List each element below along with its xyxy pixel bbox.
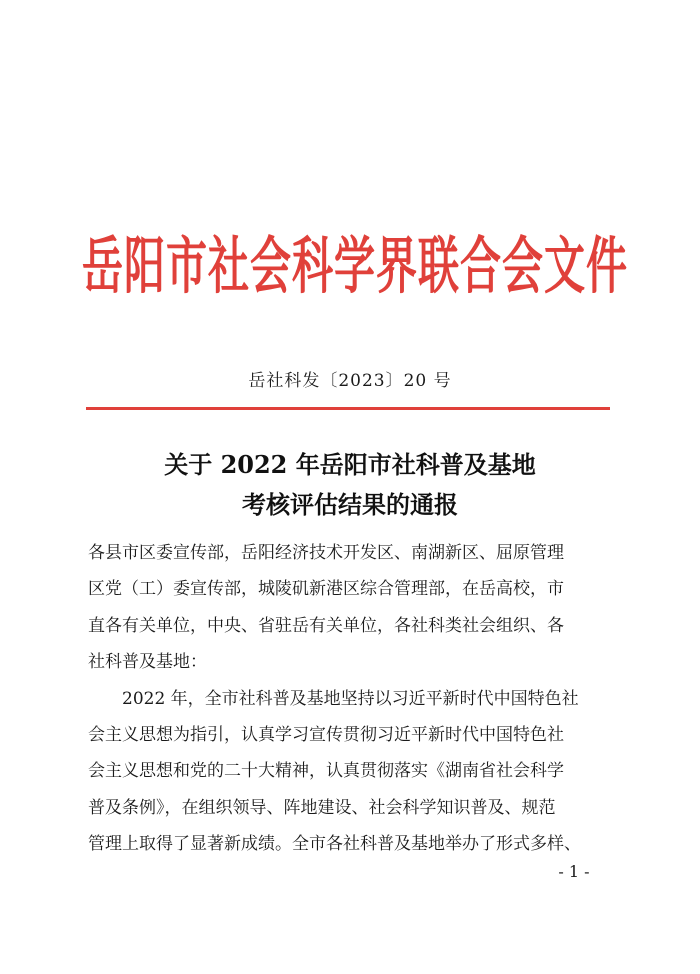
document-number: 岳社科发〔2023〕20 号 [248,371,452,391]
paragraph-line: 管理上取得了显著新成绩。全市各社科普及基地举办了形式多样、 [88,834,581,855]
document-title [0,445,700,525]
recipients-line: 区党（工）委宣传部，城陵矶新港区综合管理部，在岳高校，市 [88,579,564,600]
paragraph-line: 普及条例》，在组织领导、阵地建设、社会科学知识普及、规范 [88,797,556,818]
org-file-header: 岳阳市社会科学界联合会文件 [82,230,628,302]
document-body [88,535,618,863]
page-number: - 1 - [558,862,590,881]
recipients-line: 各县市区委宣传部，岳阳经济技术开发区、南湖新区、屈原管理 [88,543,564,563]
paragraph-line: 会主义思想和党的二十大精神，认真贯彻落实《湖南省社会科学 [88,761,564,782]
title-line-2: 考核评估结果的通报 [242,490,458,519]
paragraph-line: 2022 年，全市社科普及基地坚持以习近平新时代中国特色社 [122,688,579,709]
paragraph-line: 会主义思想为指引，认真学习宣传贯彻习近平新时代中国特色社 [88,724,564,745]
recipients-line: 直各有关单位，中央、省驻岳有关单位，各社科类社会组织、各 [88,615,564,636]
title-line-1: 关于 2022 年岳阳市社科普及基地 [164,450,536,479]
red-divider-line [86,407,610,410]
recipients-line: 社科普及基地： [88,652,207,673]
